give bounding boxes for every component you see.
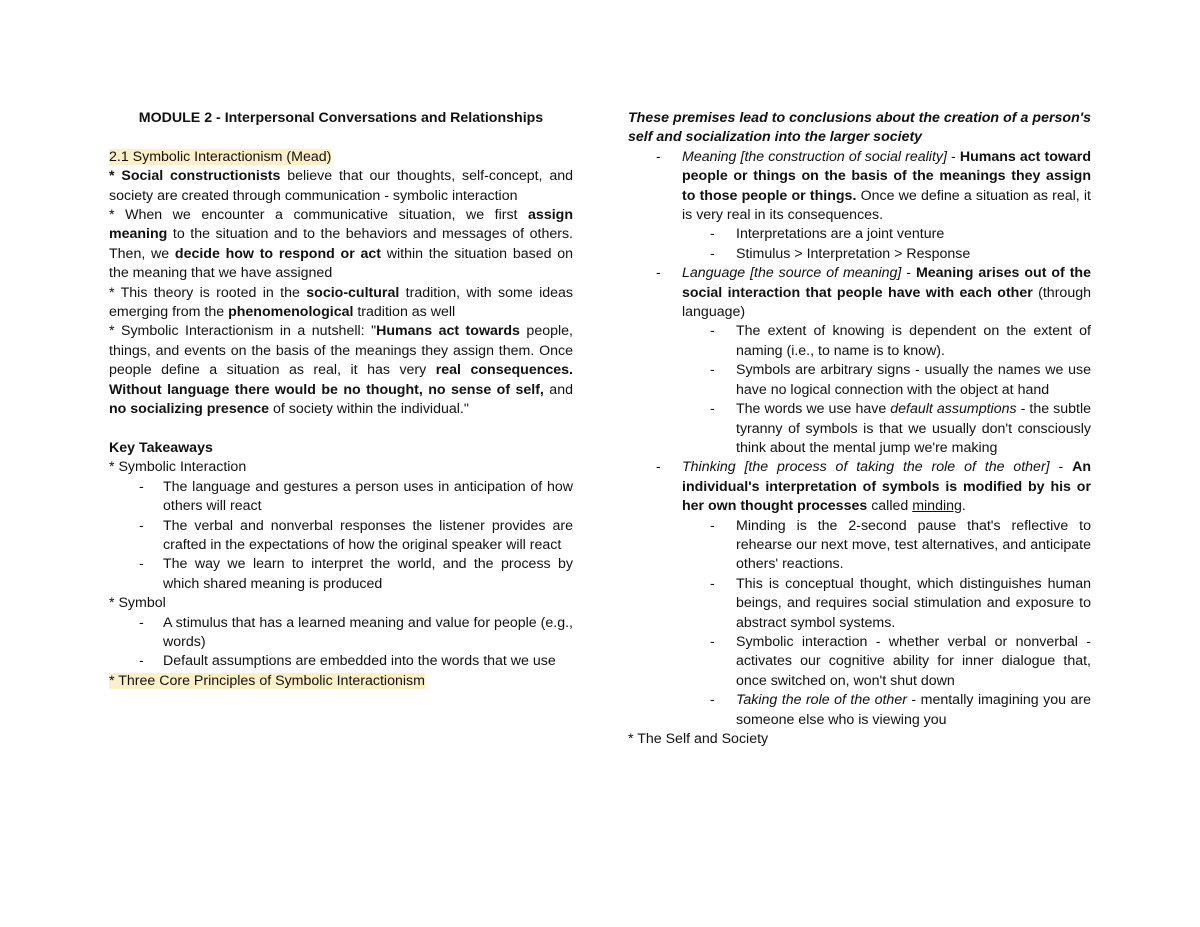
module-title: MODULE 2 - Interpersonal Conversations and Relationships (138, 110, 544, 126)
symbol-item: - Default assumptions are embedded into the words that we use (109, 652, 573, 671)
self-and-society: * The Self and Society (628, 731, 769, 747)
principle-meaning: - Meaning [the construction of social reality] - Humans act toward people or things on the basis of the meanings they assign to those people or things. Once we define a situation as real, it is very real in its consequences. (628, 148, 1091, 226)
principle-thinking: - Thinking [the process of taking the role of the other] - An individual's interpretation of symbols is modified by his or her own thought processes called minding. (628, 458, 1091, 516)
paragraph-theory-roots: * This theory is rooted in the socio-cultural tradition, with some ideas emerging from the phenomenological tradition as well (109, 284, 573, 321)
paragraph-nutshell: * Symbolic Interactionism in a nutshell: "Humans act towards people, things, and events on the basis of the meanings they assign them. Once people define a situation as real, it has very real consequences. Without language there would be no thought, no sense of self, and no socializing presence of society within the individual." (109, 323, 573, 418)
three-core-principles: * Three Core Principles of Symbolic Interactionism (109, 672, 425, 689)
thinking-sub-item: - Taking the role of the other - mentally imagining you are someone else who is viewing you (628, 691, 1091, 730)
thinking-sub-item: - Symbolic interaction - whether verbal or nonverbal - activates our cognitive ability for inner dialogue that, once switched on, won't shut down (628, 633, 1091, 691)
symbolic-interaction-label: * Symbolic Interaction (109, 459, 247, 476)
meaning-sub-item: - Stimulus > Interpretation > Response (628, 245, 1091, 264)
thinking-sub-item: - Minding is the 2-second pause that's reflective to rehearse our next move, test alternatives, and anticipate others' reactions. (628, 517, 1091, 575)
symbol-item: - A stimulus that has a learned meaning and value for people (e.g., words) (109, 614, 573, 653)
interaction-item: - The verbal and nonverbal responses the listener provides are crafted in the expectations of how the original speaker will react (109, 517, 573, 556)
paragraph-communicative-situation: * When we encounter a communicative situation, we first assign meaning to the situation and to the behaviors and messages of others. Then, we decide how to respond or act within the situation based on the meaning that we have assigned (109, 207, 573, 282)
key-takeaways-heading: Key Takeaways (109, 439, 213, 456)
interaction-item: - The language and gestures a person uses in anticipation of how others will react (109, 478, 573, 517)
left-column (109, 109, 573, 691)
language-sub-item: - Symbols are arbitrary signs - usually the names we use have no logical connection with the object at hand (628, 361, 1091, 400)
symbol-label: * Symbol (109, 595, 166, 612)
thinking-sub-item: - This is conceptual thought, which distinguishes human beings, and requires social stimulation and exposure to abstract symbol systems. (628, 575, 1091, 633)
paragraph-social-constructionists: * Social constructionists believe that our thoughts, self-concept, and society are created through communication - symbolic interaction (109, 168, 573, 204)
interaction-item: - The way we learn to interpret the world, and the process by which shared meaning is produced (109, 555, 573, 594)
premises-intro: These premises lead to conclusions about the creation of a person's self and socialization into the larger society (628, 110, 1091, 146)
meaning-sub-item: - Interpretations are a joint venture (628, 225, 1091, 244)
principle-language: - Language [the source of meaning] - Meaning arises out of the social interaction that people have with each other (through language) (628, 264, 1091, 322)
right-column (628, 109, 1091, 749)
language-sub-item: - The words we use have default assumptions - the subtle tyranny of symbols is that we usually don't consciously think about the mental jump we're making (628, 400, 1091, 458)
section-heading: 2.1 Symbolic Interactionism (Mead) (109, 148, 332, 165)
language-sub-item: - The extent of knowing is dependent on the extent of naming (i.e., to name is to know). (628, 322, 1091, 361)
